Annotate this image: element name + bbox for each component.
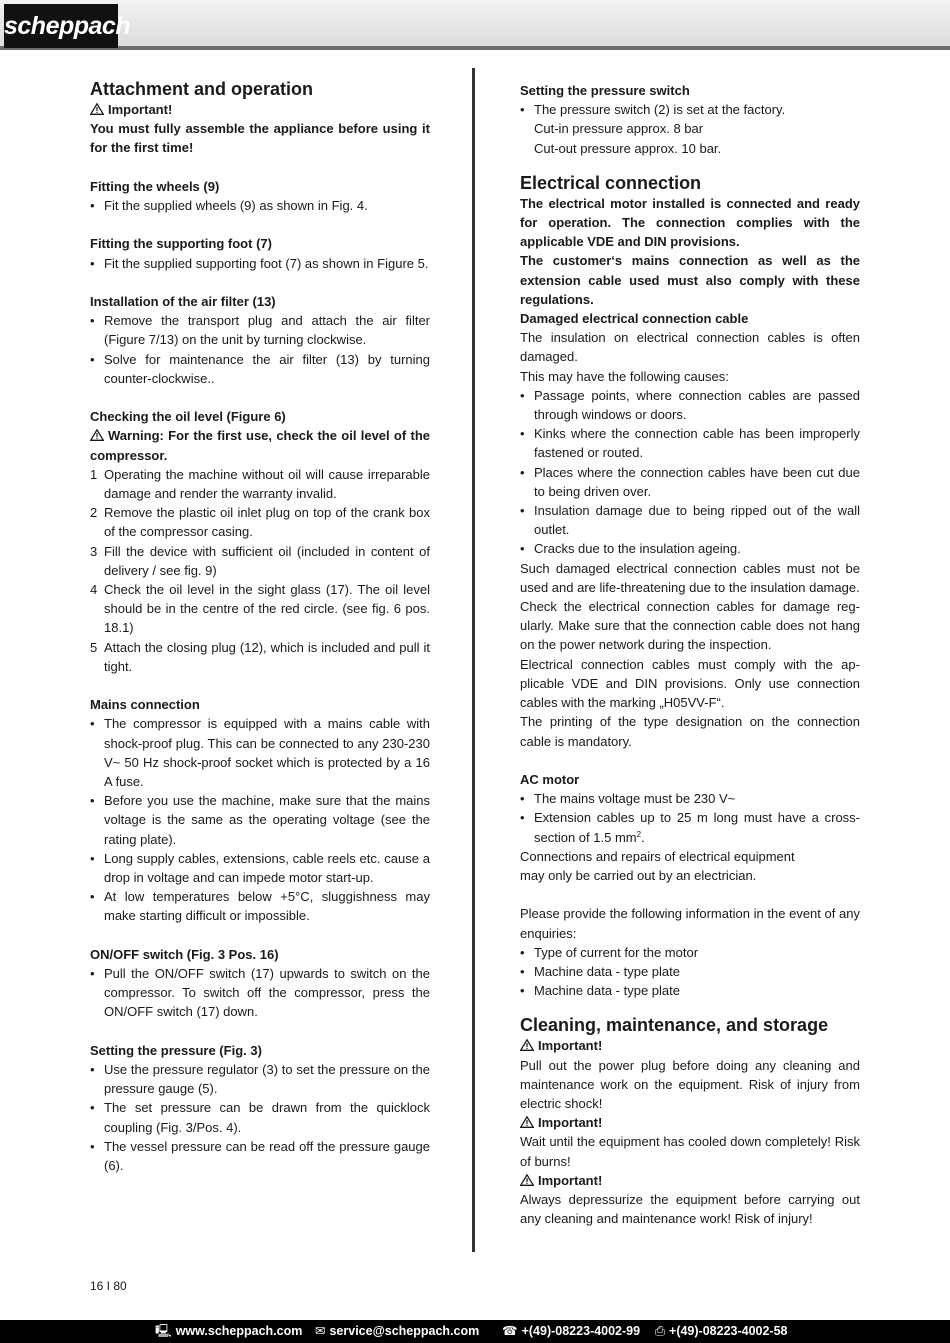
- footer-fax: ⎙ +(49)-08223-4002-58: [655, 1320, 788, 1343]
- list-item: • Remove the transport plug and attach the air filter (Figure 7/13) on the unit by turning clockwise.: [90, 313, 430, 348]
- important-notice: Important!: [520, 1171, 860, 1190]
- oil-steps: [90, 465, 430, 676]
- important-label: Important!: [108, 102, 173, 117]
- list-item: • Machine data - type plate: [520, 963, 680, 979]
- important-notice: Important!: [520, 1036, 860, 1055]
- right-column: [520, 78, 860, 1228]
- foot-list: [90, 254, 430, 273]
- electrical-note-1: The electrical motor installed is connected and ready for operation. The connection complies with the applicable VDE and DIN provisions.: [520, 195, 860, 250]
- page-number: 16 I 80: [90, 1279, 127, 1293]
- ac-motor-list: [520, 789, 860, 847]
- list-item: • Places where the connection cables have been cut due to being driven over.: [520, 464, 860, 499]
- list-item: • Extension cables up to 25 m long must have a cross-section of 1.5 $mm^2$.: [520, 810, 860, 845]
- list-item: • Machine data - type plate: [520, 983, 680, 999]
- cut-out-pressure: Cut-out pressure approx. 10 bar.: [534, 140, 722, 156]
- paragraph: The printing of the type designation on the connection cable is mandatory.: [520, 714, 860, 749]
- paragraph: This may have the following causes:: [520, 368, 729, 384]
- oil-title: Checking the oil level (Figure 6): [90, 409, 286, 425]
- page-header: [0, 0, 950, 50]
- wheels-title: Fitting the wheels (9): [90, 178, 220, 194]
- mains-title: Mains connection: [90, 697, 200, 713]
- list-item: • Before you use the machine, make sure that the mains voltage is the same as the operating voltage (see the rating plate).: [90, 793, 430, 847]
- section-title-cleaning: Cleaning, maintenance, and storage: [520, 1015, 829, 1036]
- list-item: • Passage points, where connection cables are passed through windows or doors.: [520, 387, 860, 423]
- list-item: • At low temperatures below +5°C, sluggishness may make starting difficult or impossible.: [90, 889, 430, 924]
- enquiry-list: [520, 943, 860, 1001]
- paragraph: Wait until the equipment has cooled down completely! Risk of burns!: [520, 1134, 860, 1169]
- switch-title: Setting the pressure switch: [520, 83, 690, 98]
- paragraph: Check the electrical connection cables for damage regularly. Make sure that the connection cable does not hang on the power network during the inspection.: [520, 599, 860, 653]
- ac-motor-title: AC motor: [520, 771, 580, 787]
- list-item: • Fit the supplied wheels (9) as shown in Fig. 4.: [90, 198, 368, 213]
- list-item: • The mains voltage must be 230 V~: [520, 791, 736, 807]
- electrical-note-2: The customer‘s mains connection as well as the extension cable used must also comply with these regulations.: [520, 253, 860, 307]
- paragraph: Pull out the power plug before doing any cleaning and maintenance work on the equipment. Risk of injury from electric shock!: [520, 1057, 860, 1111]
- important-notice: [90, 100, 430, 119]
- damage-causes-list: [520, 386, 860, 559]
- computer-icon: 🖳: [155, 1324, 172, 1338]
- list-item: • Cracks due to the insulation ageing.: [520, 541, 741, 557]
- list-item: • The set pressure can be drawn from the quicklock coupling (Fig. 3/Pos. 4).: [90, 1100, 430, 1135]
- list-item: 2 Remove the plastic oil inlet plug on top of the crank box of the compressor casing.: [90, 505, 430, 540]
- paragraph: Always depressurize the equipment before carrying out any cleaning and maintenance work! Risk of injury!: [520, 1191, 860, 1227]
- warning-icon: [520, 1039, 534, 1051]
- pressure-list: [90, 1060, 430, 1175]
- list-item: 1 Operating the machine without oil will cause irreparable damage and render the warranty invalid.: [90, 466, 430, 501]
- pressure-title: Setting the pressure (Fig. 3): [90, 1042, 262, 1058]
- paragraph: Such damaged electrical connection cables must not be used and are life-threatening due to the insulation damage.: [520, 560, 860, 595]
- warning-icon: [90, 103, 104, 115]
- mail-icon: ✉: [315, 1324, 326, 1338]
- page-footer: [0, 1320, 950, 1343]
- list-item: • The pressure switch (2) is set at the factory. Cut-in pressure approx. 8 bar Cut-out pressure approx. 10 bar.: [520, 102, 786, 156]
- list-item: • Use the pressure regulator (3) to set the pressure on the pressure gauge (5).: [90, 1062, 430, 1097]
- warning-icon: [520, 1116, 534, 1128]
- footer-email[interactable]: ✉ service@scheppach.com: [315, 1320, 479, 1343]
- paragraph: Please provide the following information in the event of any enquiries:: [520, 906, 860, 941]
- paragraph: Connections and repairs of electrical equipment: [520, 848, 795, 864]
- fax-icon: ⎙: [655, 1324, 666, 1338]
- warning-icon: [520, 1174, 534, 1186]
- column-divider: [472, 68, 475, 1252]
- list-item: 4 Check the oil level in the sight glass (17). The oil level should be in the centre of the red circle. (see fig. 6 pos. 18.1): [90, 582, 430, 636]
- switch-list: [520, 100, 860, 158]
- filter-list: [90, 311, 430, 388]
- important-notice: Important!: [520, 1113, 860, 1132]
- list-item: • Solve for maintenance the air filter (13) by turning counter-clockwise..: [90, 351, 430, 386]
- list-item: • Pull the ON/OFF switch (17) upwards to switch on the compressor. To switch off the compressor, press the ON/OFF switch (17) down.: [90, 966, 430, 1020]
- section-title-electrical: Electrical connection: [520, 172, 702, 193]
- list-item: 5 Attach the closing plug (12), which is included and pull it tight.: [90, 639, 430, 674]
- list-item: • Long supply cables, extensions, cable reels etc. cause a drop in voltage and can impede motor start-up.: [90, 850, 430, 886]
- cut-in-pressure: Cut-in pressure approx. 8 bar: [534, 121, 704, 137]
- assemble-note: You must fully assemble the appliance before using it for the first time!: [90, 121, 430, 156]
- damaged-cable-title: Damaged electrical connection cable: [520, 311, 749, 327]
- mains-list: [90, 714, 430, 925]
- paragraph: Electrical connection cables must comply with the applicable VDE and DIN provisions. Only use connection cables with the marking „H05VV-F“.: [520, 656, 860, 711]
- onoff-title: ON/OFF switch (Fig. 3 Pos. 16): [90, 946, 279, 962]
- list-item: • Insulation damage due to being ripped out of the wall outlet.: [520, 503, 860, 538]
- onoff-list: [90, 964, 430, 1022]
- oil-warning: Warning: For the first use, check the oil level of the compressor.: [90, 428, 430, 463]
- list-item: • Type of current for the motor: [520, 944, 699, 960]
- wheels-list: [90, 196, 430, 215]
- list-item: • The compressor is equipped with a mains cable with shock-proof plug. This can be connected to any 230-230 V~ 50 Hz shock-proof socket which is protected by a 16 A fuse.: [90, 716, 430, 790]
- list-item: • The vessel pressure can be read off the pressure gauge (6).: [90, 1138, 430, 1174]
- left-column: [90, 78, 430, 1175]
- paragraph: may only be carried out by an electrician.: [520, 867, 757, 883]
- section-title-attachment: Attachment and operation: [90, 79, 314, 99]
- list-item: • Fit the supplied supporting foot (7) as shown in Figure 5.: [90, 255, 429, 271]
- filter-title: Installation of the air filter (13): [90, 293, 276, 309]
- scheppach-logo: scheppach: [4, 4, 118, 48]
- list-item: • Kinks where the connection cable has been improperly fastened or routed.: [520, 426, 860, 461]
- foot-title: Fitting the supporting foot (7): [90, 236, 272, 252]
- footer-phone: ☎ +(49)-08223-4002-99: [502, 1320, 640, 1343]
- paragraph: The insulation on electrical connection cables is often damaged.: [520, 330, 860, 365]
- warning-icon: [90, 429, 104, 441]
- list-item: 3 Fill the device with sufficient oil (included in content of delivery / see fig. 9): [90, 543, 430, 578]
- phone-icon: ☎: [502, 1324, 518, 1338]
- footer-web[interactable]: 🖳 www.scheppach.com: [155, 1320, 302, 1343]
